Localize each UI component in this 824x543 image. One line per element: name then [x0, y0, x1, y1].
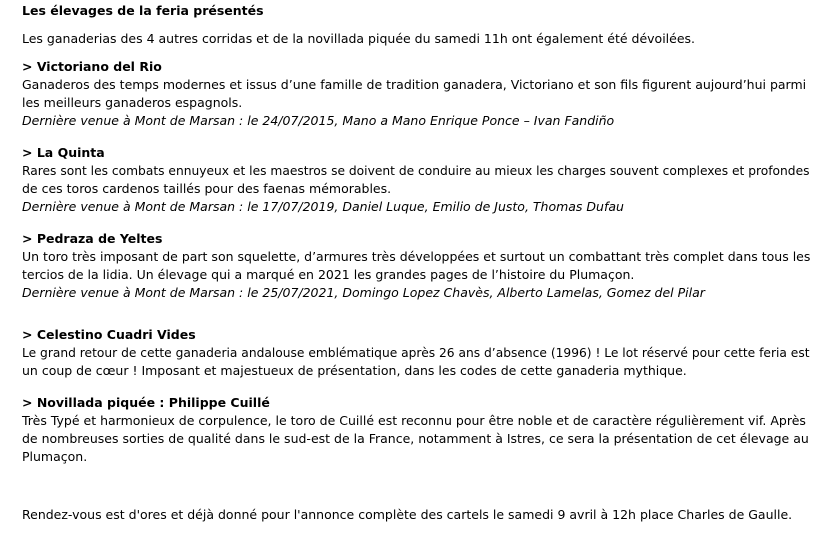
section-body-line: Ganaderos des temps modernes et issus d’une famille de tradition ganadera, Victoriano et son fils figurent aujourd’hui parmi [22, 77, 807, 92]
section-body-line: tercios de la lidia. Un élevage qui a marqué en 2021 les grandes pages de l’histoire du Plumaçon. [22, 267, 635, 282]
section-body-line: Rares sont les combats ennuyeux et les maestros se doivent de conduire au mieux les charges souvent complexes et profondes [22, 164, 810, 178]
section-last-visit: Dernière venue à Mont de Marsan : le 17/07/2019, Daniel Luque, Emilio de Justo, Thomas Dufau [22, 199, 624, 214]
section-body-line: Le grand retour de cette ganaderia andalouse emblématique après 26 ans d’absence (1996) ! Le lot réservé pour cette feria est [22, 346, 810, 360]
section-body-line: de ces toros cardenos taillés pour des faenas mémorables. [22, 181, 392, 196]
section-last-visit: Dernière venue à Mont de Marsan : le 25/07/2021, Domingo Lopez Chavès, Alberto Lamelas, Gomez del Pilar [22, 285, 705, 300]
section-body-line: Très Typé et harmonieux de corpulence, le toro de Cuillé est reconnu pour être noble et de caractère régulièrement vif. Après [22, 413, 806, 428]
section-title: > Celestino Cuadri Vides [22, 327, 196, 342]
section-body-line: les meilleurs ganaderos espagnols. [22, 95, 243, 110]
section-body-line: Plumaçon. [22, 449, 88, 464]
section-title: > La Quinta [22, 145, 105, 160]
section-body-line: Un toro très imposant de part son squelette, d’armures très développées et surtout un combattant très complet dans tous les [22, 249, 811, 264]
section-body-line: de nombreuses sorties de qualité dans le sud-est de la France, notamment à Istres, ce sera la présentation de cet élevage au [22, 431, 809, 446]
section-body-line: un coup de cœur ! Imposant et majestueux de présentation, dans les codes de cette ganaderia mythique. [22, 363, 687, 378]
section-title: > Novillada piquée : Philippe Cuillé [22, 395, 270, 410]
article-heading: Les élevages de la feria présentés [22, 3, 264, 18]
section-la-quinta [22, 144, 814, 216]
closing-note: Rendez-vous est d'ores et déjà donné pour l'annonce complète des cartels le samedi 9 avril à 12h place Charles de Gaulle. [22, 507, 793, 522]
section-pedraza-de-yeltes [22, 230, 814, 302]
section-title: > Pedraza de Yeltes [22, 231, 163, 246]
article-intro: Les ganaderias des 4 autres corridas et de la novillada piquée du samedi 11h ont également été dévoilées. [22, 31, 696, 46]
section-victoriano-del-rio [22, 58, 814, 130]
section-title: > Victoriano del Rio [22, 59, 162, 74]
section-novillada-philippe-cuille [22, 394, 814, 466]
section-celestino-cuadri-vides [22, 326, 814, 380]
section-last-visit: Dernière venue à Mont de Marsan : le 24/07/2015, Mano a Mano Enrique Ponce – Ivan Fandiño [22, 113, 615, 128]
article [22, 0, 814, 524]
